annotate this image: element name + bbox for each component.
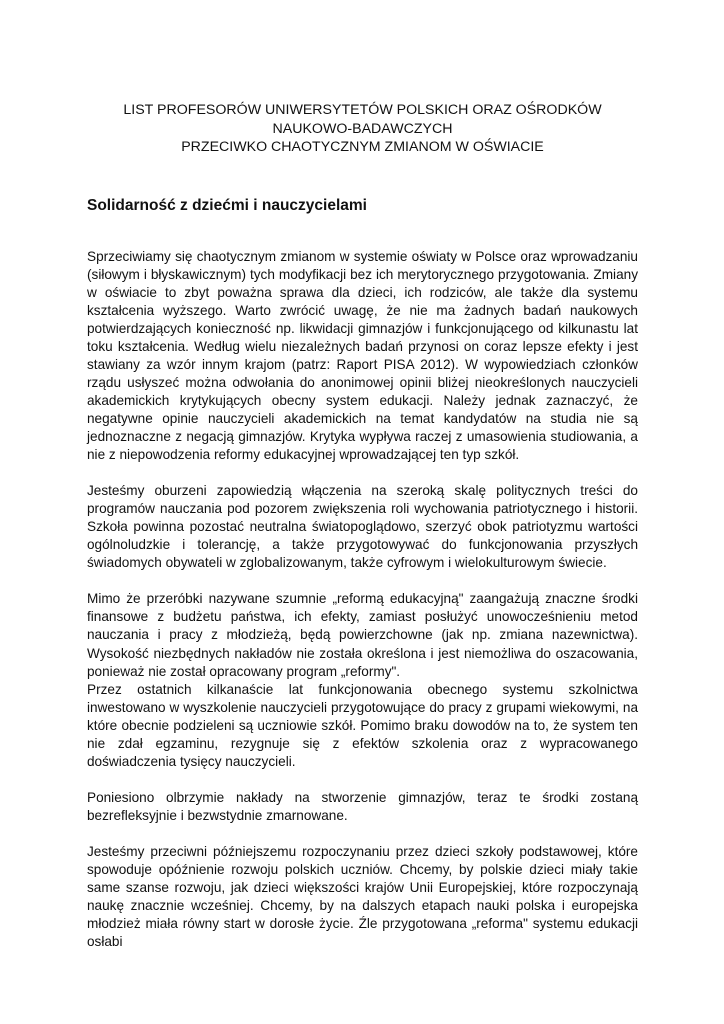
section-heading: Solidarność z dziećmi i nauczycielami (87, 196, 367, 214)
title-line: LIST PROFESORÓW UNIWERSYTETÓW POLSKICH ORAZ OŚRODKÓW (123, 102, 602, 118)
document-title (87, 101, 638, 157)
title-line: NAUKOWO-BADAWCZYCH (272, 120, 453, 137)
title-line: PRZECIWKO CHAOTYCZNYM ZMIANOM W OŚWIACIE (181, 139, 544, 155)
paragraph: Jesteśmy przeciwni późniejszemu rozpoczynaniu przez dzieci szkoły podstawowej, które spowoduje opóźnienie rozwoju polskich uczniów. Chcemy, by polskie dzieci miały takie same szanse rozwoju, jak dzieci większości krajów Unii Europejskiej, które rozpoczynają naukę znacznie wcześniej. Chcemy, by na dalszych etapach nauki polska i europejska młodzież miała równy start w dorosłe życie. Źle przygotowana „reforma" systemu edukacji osłabi (87, 844, 638, 950)
paragraph: Jesteśmy oburzeni zapowiedzią włączenia na szeroką skalę politycznych treści do programów nauczania pod pozorem zwiększenia roli wychowania patriotycznego i historii. Szkoła powinna pozostać neutralna światopoglądowo, szerzyć obok patriotyzmu wartości ogólnoludzkie i tolerancję, a także przygotowywać do funkcjonowania przyszłych świadomych obywateli w zglobalizowanym, także cyfrowym i wielokulturowym świecie. (87, 483, 638, 571)
paragraph: Przez ostatnich kilkanaście lat funkcjonowania obecnego systemu szkolnictwa inwestowano w wyszkolenie nauczycieli przygotowujące do pracy z grupami wiekowymi, na które obecnie podzieleni są uczniowie szkół. Pomimo braku dowodów na to, że system ten nie zdał egzaminu, rezygnuje się z efektów szkolenia oraz z wypracowanego doświadczenia tysięcy nauczycieli. (87, 681, 638, 769)
paragraph: Mimo że przeróbki nazywane szumnie „reformą edukacyjną" zaangażują znaczne środki finansowe z budżetu państwa, ich efekty, zamiast posłużyć unowocześnieniu metod nauczania i pracy z młodzieżą, będą powierzchowne (jak np. zmiana nazewnictwa). Wysokość niezbędnych nakładów nie została określona i jest niemożliwa do oszacowania, ponieważ nie został opracowany program „reformy". (87, 591, 638, 679)
document-body (87, 248, 638, 952)
paragraph: Sprzeciwiamy się chaotycznym zmianom w systemie oświaty w Polsce oraz wprowadzaniu (siłowym i błyskawicznym) tych modyfikacji bez ich merytorycznego przygotowania. Zmiany w oświacie to zbyt poważna sprawa dla dzieci, ich rodziców, ale także dla systemu kształcenia wyższego. Warto zwrócić uwagę, że nie ma żadnych badań naukowych potwierdzających konieczność np. likwidacji gimnazjów i funkcjonującego od kilkunastu lat toku kształcenia. Według wielu niezależnych badań przynosi on coraz lepsze efekty i jest stawiany za wzór innym krajom (patrz: Raport PISA 2012). W wypowiedziach członków rządu usłyszeć można odwołania do anonimowej opinii bliżej nieokreślonych nauczycieli akademickich krytykujących obecny system edukacji. Należy jednak zaznaczyć, że negatywne opinie nauczycieli akademickich na temat kandydatów na studia nie są jednoznaczne z negacją gimnazjów. Krytyka wypływa raczej z umasowienia studiowania, a nie z niepowodzenia reformy edukacyjnej wprowadzającej ten typ szkół. (87, 248, 638, 463)
paragraph: Poniesiono olbrzymie nakłady na stworzenie gimnazjów, teraz te środki zostaną bezrefleksyjnie i bezwstydnie zmarnowane. (87, 789, 638, 823)
